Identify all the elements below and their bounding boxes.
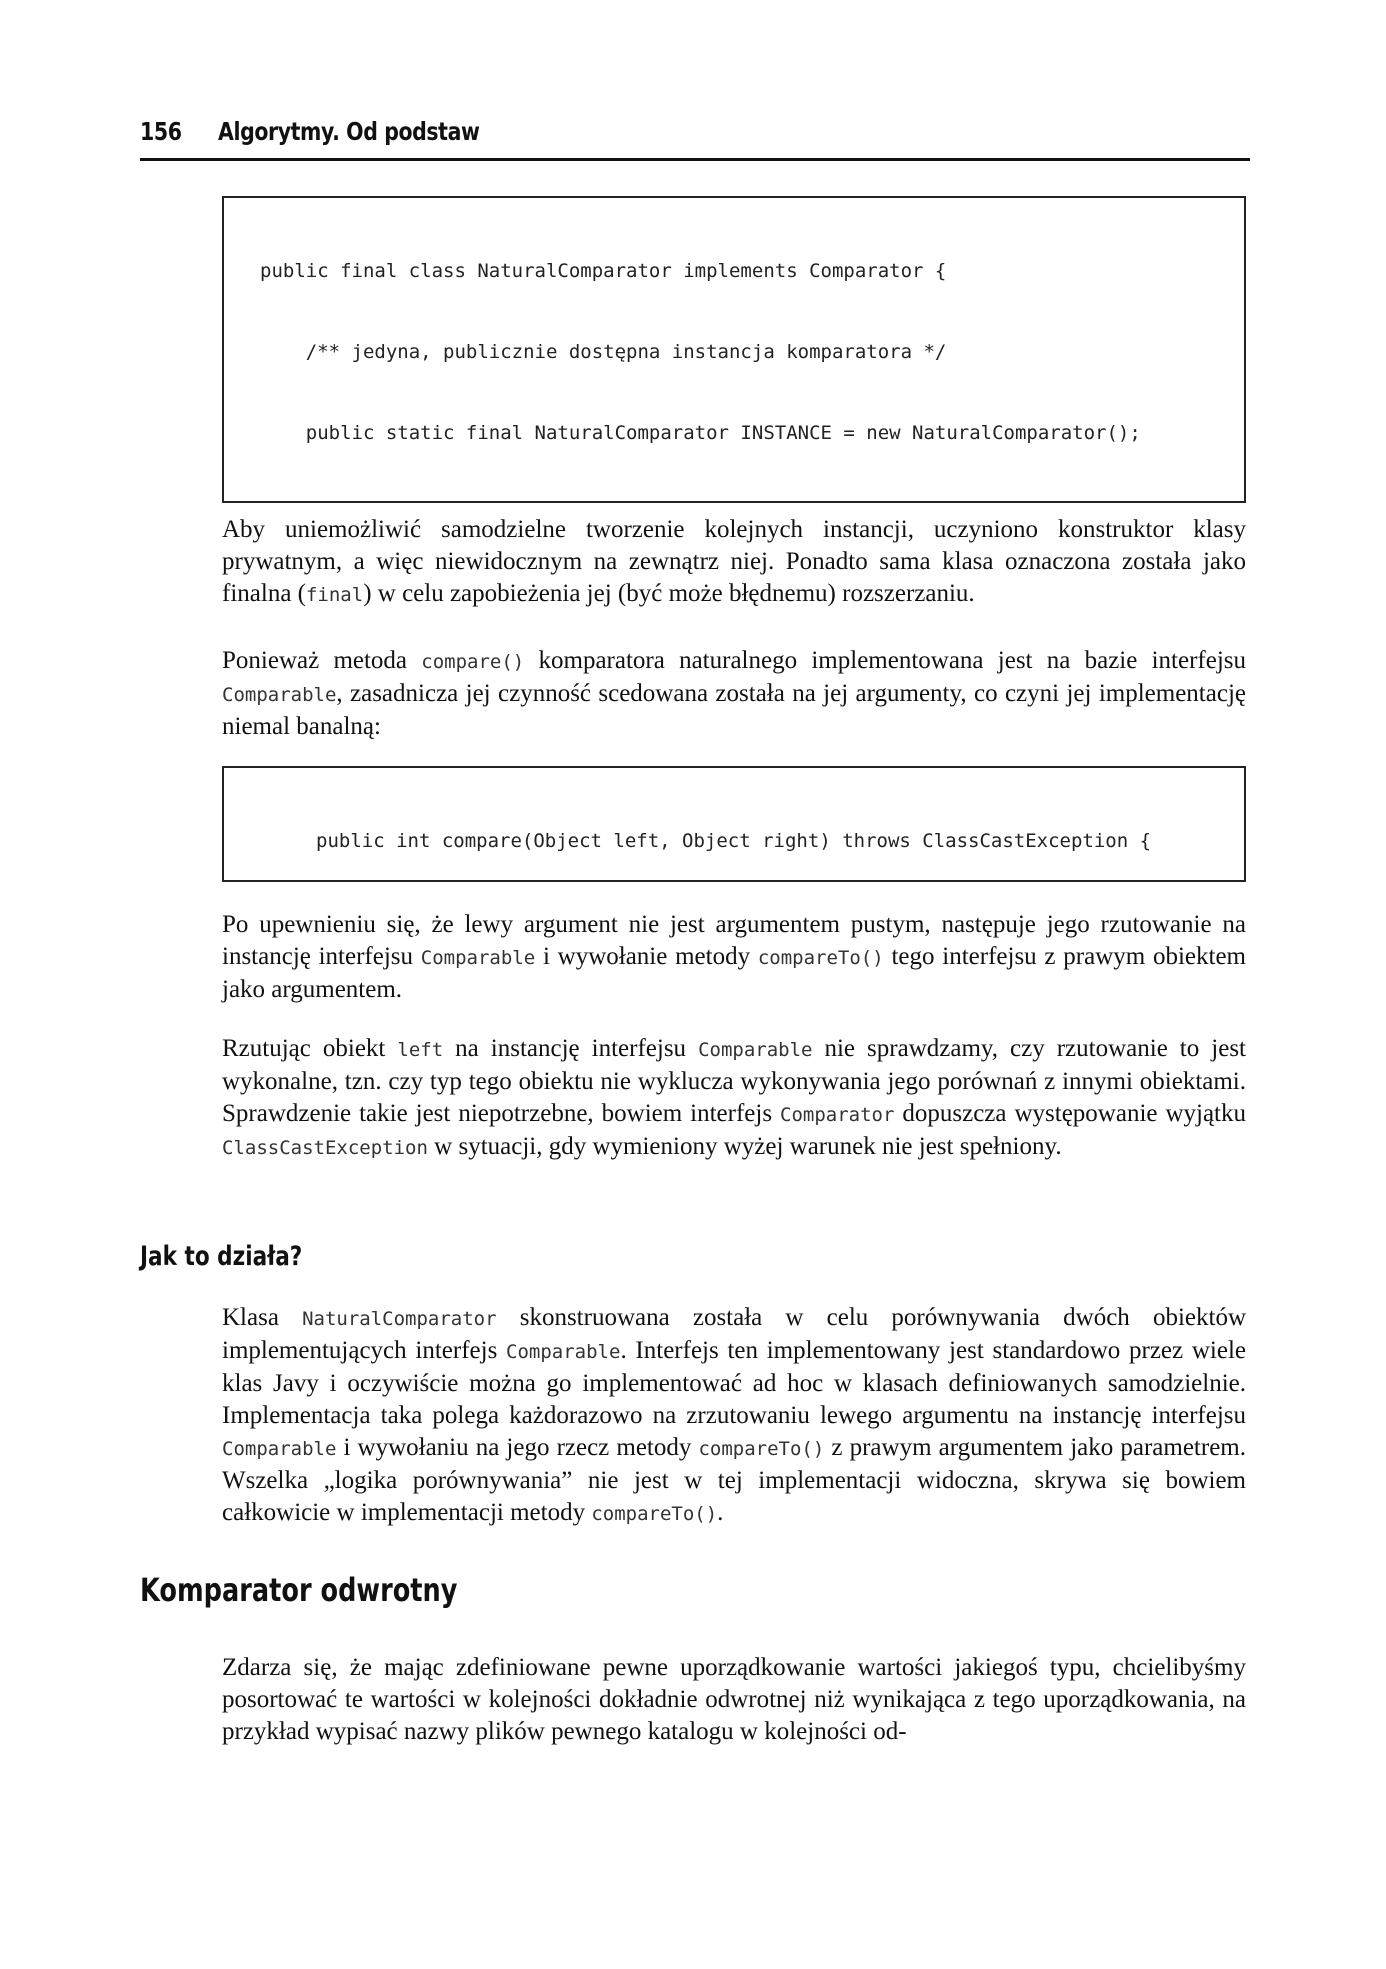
- code-line: /** jedyna, publicznie dostępna instancja komparatora */: [260, 341, 947, 363]
- inline-code: compareTo(): [698, 1438, 825, 1460]
- inline-code: Comparable: [222, 684, 337, 706]
- code-line: public static final NaturalComparator INSTANCE = new NaturalComparator();: [260, 422, 1141, 444]
- inline-code: NaturalComparator: [302, 1308, 497, 1330]
- running-header: [140, 116, 1250, 161]
- section-heading: Jak to działa?: [140, 1241, 303, 1272]
- paragraph-private-constructor: Aby uniemożliwić samodzielne tworzenie kolejnych instancji, uczyniono konstruktor klasy prywatnym, a więc niewidocznym na zewnątrz niej. Ponadto sama klasa oznaczona została jako finalna (final) w celu zapobieżenia jej (być może błędnemu) rozszerzaniu.: [222, 516, 1246, 607]
- inline-code: left: [397, 1039, 444, 1061]
- paragraph-exception: Rzutując obiekt left na instancję interfejsu Comparable nie sprawdzamy, czy rzutowanie to jest wykonalne, tzn. czy typ tego obiektu nie wyklucza wykonywania jego porównań z innymi obiektami. Sprawdzenie takie jest niepotrzebne, bowiem interfejs Comparator dopuszcza występowanie wyjątku ClassCastException w sytuacji, gdy wymieniony wyżej warunek nie jest spełniony.: [222, 1035, 1246, 1160]
- code-line: public final class NaturalComparator implements Comparator {: [260, 260, 947, 282]
- paragraph-reverse-comparator: Zdarza się, że mając zdefiniowane pewne uporządkowanie wartości jakiegoś typu, chcielibyśmy posortować te wartości w kolejności dokładnie odwrotnej niż wynikająca z tego uporządkowania, na przykład wypisać nazwy plików pewnego katalogu w kolejności od-: [222, 1654, 1246, 1745]
- inline-code: compare(): [421, 651, 525, 673]
- paragraph-how-it-works: Klasa NaturalComparator skonstruowana została w celu porównywania dwóch obiektów implementujących interfejs Comparable. Interfejs ten implementowany jest standardowo przez wiele klas Javy i oczywiście można go implementować ad hoc w klasach definiowanych samodzielnie. Implementacja taka polega każdorazowo na zrzutowaniu lewego argumentu na instancję interfejsu Comparable i wywołaniu na jego rzecz metody compareTo() z prawym argumentem jako parametrem. Wszelka „logika porównywania” nie jest w tej implementacji widoczna, skrywa się bowiem całkowicie w implementacji metody compareTo().: [222, 1304, 1247, 1526]
- inline-code: compareTo(): [591, 1503, 718, 1525]
- code-listing-natural-comparator: [222, 196, 1246, 503]
- inline-code: Comparable: [506, 1341, 621, 1363]
- inline-code: Comparable: [698, 1039, 813, 1061]
- code-line: public int compare(Object left, Object right) throws ClassCastException {: [316, 830, 1152, 852]
- section-heading: Komparator odwrotny: [140, 1571, 458, 1609]
- inline-code: final: [305, 584, 364, 606]
- inline-code: ClassCastException: [222, 1137, 428, 1159]
- inline-code: compareTo(): [757, 947, 884, 969]
- running-title: Algorytmy. Od podstaw: [218, 117, 480, 146]
- inline-code: Comparator: [780, 1104, 895, 1126]
- inline-code: Comparable: [222, 1438, 337, 1460]
- inline-code: Comparable: [420, 947, 536, 969]
- page-number: 156: [140, 117, 182, 146]
- paragraph-compare-method: Ponieważ metoda compare() komparatora naturalnego implementowana jest na bazie interfejsu Comparable, zasadnicza jej czynność scedowana została na jej argumenty, co czyni jej implementację niemal banalną:: [222, 647, 1246, 740]
- code-line: [260, 501, 1244, 503]
- paragraph-casting: Po upewnieniu się, że lewy argument nie jest argumentem pustym, następuje jego rzutowanie na instancję interfejsu Comparable i wywołanie metody compareTo() tego interfejsu z prawym obiektem jako argumentem.: [222, 911, 1247, 1003]
- code-listing-compare: [222, 766, 1246, 882]
